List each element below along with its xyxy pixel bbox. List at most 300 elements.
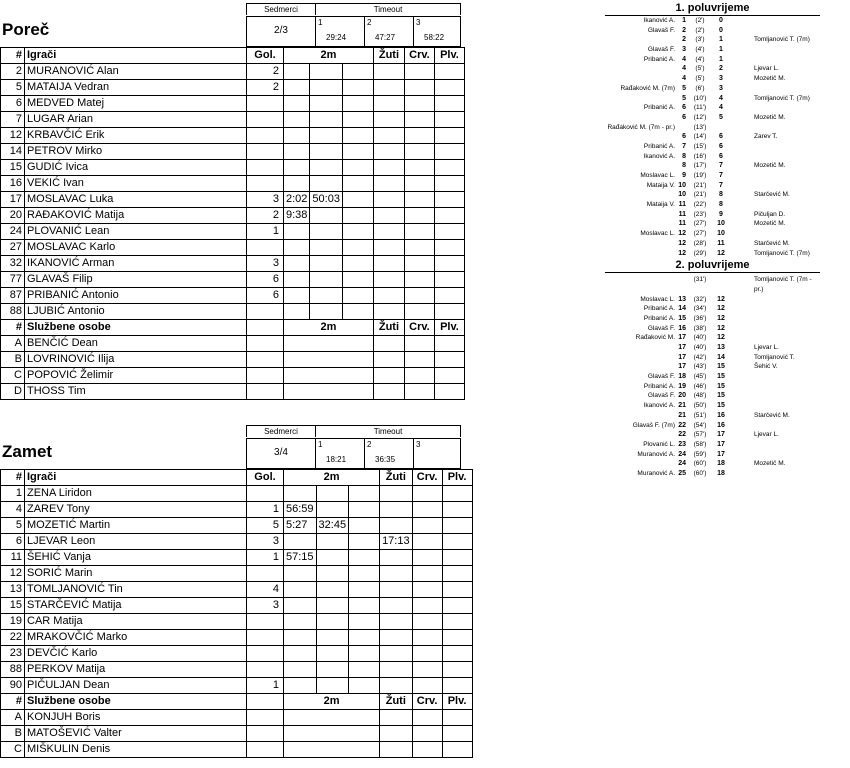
yellow-card xyxy=(380,518,413,534)
porec-score: 6 xyxy=(682,104,686,112)
porec-score: 12 xyxy=(678,230,686,238)
log-event xyxy=(605,113,820,123)
yellow-card xyxy=(380,502,413,518)
porec-scorer: Mataija V. xyxy=(646,181,675,189)
col-goals-header xyxy=(247,320,284,336)
zamet-scorer: Zarev T. xyxy=(754,133,778,141)
zamet-score: 12 xyxy=(717,305,725,313)
porec-scorer: Pribanić A. xyxy=(643,305,675,313)
porec-scorer: Rađaković M. (7m - pr.) xyxy=(607,123,675,131)
col-blue-header: Plv. xyxy=(434,48,464,64)
player-row xyxy=(1,208,465,224)
zamet-score: 8 xyxy=(719,201,723,209)
porec-score: 17 xyxy=(678,344,686,351)
official-name: LOVRINOVIĆ Ilija xyxy=(25,352,247,368)
zamet-score: 1 xyxy=(719,36,723,44)
zamet-score: 16 xyxy=(717,421,725,429)
blue-card xyxy=(442,662,472,678)
log-event xyxy=(605,459,820,469)
zamet-score: 14 xyxy=(717,353,725,361)
event-minute: (27') xyxy=(693,220,707,228)
official-letter: C xyxy=(1,368,25,384)
suspension-3 xyxy=(342,288,373,304)
suspension-3 xyxy=(349,486,380,502)
official-blue xyxy=(434,352,464,368)
timeout-number: 2 xyxy=(367,18,372,27)
porec-score: 21 xyxy=(678,402,686,410)
event-minute: (6') xyxy=(695,84,705,92)
suspension-1: 9:38 xyxy=(284,208,310,224)
col-yellow-header: Žuti xyxy=(380,470,413,486)
official-letter: C xyxy=(1,742,25,758)
log-event xyxy=(605,171,820,181)
event-minute: (51') xyxy=(693,411,707,419)
timeout-label: Timeout xyxy=(315,425,461,437)
timeout-box xyxy=(413,16,461,47)
official-2min xyxy=(284,710,380,726)
official-name: BENČIĆ Dean xyxy=(25,336,247,352)
blue-card xyxy=(442,646,472,662)
player-row xyxy=(1,550,473,566)
suspension-1 xyxy=(284,288,310,304)
log-event xyxy=(605,440,820,450)
player-row xyxy=(1,566,473,582)
event-minute: (17') xyxy=(693,162,707,170)
suspension-1 xyxy=(284,272,310,288)
player-row xyxy=(1,144,465,160)
porec-score: 9 xyxy=(682,172,686,179)
suspension-3 xyxy=(349,534,380,550)
player-goals xyxy=(247,240,284,256)
zamet-scorer: Starčević M. xyxy=(754,239,790,247)
official-letter: B xyxy=(1,726,25,742)
suspension-2 xyxy=(310,256,343,272)
zamet-score: 16 xyxy=(717,411,725,419)
player-name: RAĐAKOVIĆ Matija xyxy=(25,208,247,224)
porec-score: 4 xyxy=(682,55,686,63)
blue-card xyxy=(442,486,472,502)
player-number: 5 xyxy=(1,80,25,96)
event-minute: (16') xyxy=(693,152,707,160)
zamet-score: 17 xyxy=(717,450,725,458)
player-name: MRAKOVČIĆ Marko xyxy=(25,630,247,646)
player-goals: 1 xyxy=(247,678,284,694)
porec-score: 25 xyxy=(678,469,686,477)
event-minute: (58') xyxy=(693,440,707,448)
suspension-2 xyxy=(316,486,349,502)
log-event xyxy=(605,382,820,392)
official-goals xyxy=(247,710,284,726)
player-number: 7 xyxy=(1,112,25,128)
suspension-1 xyxy=(284,240,310,256)
timeout-number: 2 xyxy=(367,440,372,449)
red-card xyxy=(412,550,442,566)
log-event xyxy=(605,391,820,401)
player-number: 13 xyxy=(1,582,25,598)
player-goals: 6 xyxy=(247,272,284,288)
zamet-score: 3 xyxy=(719,84,723,92)
yellow-card xyxy=(380,550,413,566)
player-row xyxy=(1,256,465,272)
yellow-card xyxy=(380,630,413,646)
official-goals xyxy=(247,742,284,758)
suspension-3 xyxy=(349,502,380,518)
event-minute: (60') xyxy=(693,469,707,477)
player-name: PETROV Mirko xyxy=(25,144,247,160)
red-card xyxy=(404,96,434,112)
zamet-score: 1 xyxy=(719,46,723,54)
player-number: 20 xyxy=(1,208,25,224)
player-number: 32 xyxy=(1,256,25,272)
suspension-2 xyxy=(310,304,343,320)
team-name: Poreč xyxy=(2,20,50,39)
suspension-1: 57:15 xyxy=(284,550,317,566)
suspension-2 xyxy=(310,80,343,96)
player-row xyxy=(1,518,473,534)
red-card xyxy=(404,208,434,224)
event-minute: (4') xyxy=(695,55,705,63)
suspension-3 xyxy=(349,550,380,566)
porec-score: 24 xyxy=(678,450,686,458)
zamet-scorer: Mozetič M. xyxy=(754,460,786,468)
player-goals xyxy=(247,96,284,112)
suspension-2 xyxy=(316,550,349,566)
event-minute: (10') xyxy=(693,94,707,102)
yellow-card xyxy=(373,144,404,160)
official-red xyxy=(404,368,434,384)
timeout-time: 18:21 xyxy=(326,455,347,464)
red-card xyxy=(412,678,442,694)
event-minute: (4') xyxy=(695,46,705,54)
log-event xyxy=(605,219,820,229)
porec-score: 11 xyxy=(678,220,686,228)
player-number: 2 xyxy=(1,64,25,80)
suspension-3 xyxy=(342,192,373,208)
event-minute: (43') xyxy=(693,363,707,371)
timeout-box xyxy=(413,438,461,469)
header-row xyxy=(1,48,465,64)
player-number: 19 xyxy=(1,614,25,630)
suspension-1 xyxy=(284,662,317,678)
suspension-3 xyxy=(349,646,380,662)
red-card xyxy=(404,240,434,256)
player-row xyxy=(1,128,465,144)
player-row xyxy=(1,630,473,646)
suspension-1 xyxy=(284,256,310,272)
suspension-2 xyxy=(310,224,343,240)
player-name: PERKOV Matija xyxy=(25,662,247,678)
player-name: VEKIĆ Ivan xyxy=(25,176,247,192)
player-goals: 2 xyxy=(247,80,284,96)
red-card xyxy=(404,128,434,144)
player-number: 6 xyxy=(1,534,25,550)
event-minute: (50') xyxy=(693,402,707,410)
event-minute: (42') xyxy=(693,353,707,361)
suspension-3 xyxy=(342,304,373,320)
zamet-score: 11 xyxy=(717,239,725,247)
event-minute: (59') xyxy=(693,450,707,458)
suspension-2 xyxy=(310,208,343,224)
porec-scorer: Mataija V. xyxy=(646,201,675,209)
timeout-number: 3 xyxy=(416,18,421,27)
red-card xyxy=(404,160,434,176)
porec-score: 17 xyxy=(678,363,686,371)
zamet-scorer: Pičuljan D. xyxy=(754,210,786,218)
player-row xyxy=(1,176,465,192)
player-table xyxy=(0,47,465,400)
player-number: 77 xyxy=(1,272,25,288)
official-goals xyxy=(247,336,284,352)
log-event xyxy=(605,152,820,162)
official-name: THOSS Tim xyxy=(25,384,247,400)
log-event xyxy=(605,200,820,210)
player-goals: 3 xyxy=(247,598,284,614)
porec-scorer: Glavaš F. xyxy=(647,46,675,54)
timeout-number: 1 xyxy=(318,440,323,449)
blue-card xyxy=(434,192,464,208)
red-card xyxy=(412,518,442,534)
event-minute: (19') xyxy=(693,172,707,179)
zamet-scorer: Šehić V. xyxy=(754,363,778,371)
porec-score: 10 xyxy=(678,191,686,199)
col-players-header: Igrači xyxy=(25,470,247,486)
header-row xyxy=(1,470,473,486)
official-letter: D xyxy=(1,384,25,400)
timeout-time: 58:22 xyxy=(424,33,445,42)
log-event xyxy=(605,190,820,200)
porec-scorer: Moslavac L. xyxy=(640,295,675,303)
porec-score: 7 xyxy=(682,142,686,150)
official-goals xyxy=(247,368,284,384)
player-goals: 5 xyxy=(247,518,284,534)
log-event xyxy=(605,74,820,84)
porec-scorer: Ikanović A. xyxy=(643,17,675,24)
porec-scorer: Ikanović A. xyxy=(643,152,675,160)
log-event xyxy=(605,372,820,382)
player-number: 14 xyxy=(1,144,25,160)
player-number: 22 xyxy=(1,630,25,646)
official-yellow xyxy=(373,384,404,400)
half2-events xyxy=(605,275,820,478)
red-card xyxy=(404,224,434,240)
porec-score: 12 xyxy=(678,239,686,247)
half2-title: 2. poluvrijeme xyxy=(605,259,820,273)
goal-log xyxy=(605,2,820,479)
yellow-card xyxy=(373,272,404,288)
suspension-1 xyxy=(284,112,310,128)
suspension-1 xyxy=(284,224,310,240)
event-minute: (38') xyxy=(693,324,707,332)
yellow-card xyxy=(373,256,404,272)
player-number: 12 xyxy=(1,566,25,582)
blue-card xyxy=(434,64,464,80)
zamet-score: 7 xyxy=(719,162,723,170)
porec-score: 1 xyxy=(682,17,686,24)
event-minute: (12') xyxy=(693,113,707,121)
col-2min-header: 2m xyxy=(284,470,380,486)
blue-card xyxy=(442,502,472,518)
official-blue xyxy=(442,742,472,758)
porec-score: 22 xyxy=(678,421,686,429)
col-2min-header: 2m xyxy=(284,694,380,710)
suspension-2 xyxy=(316,598,349,614)
suspension-3 xyxy=(349,614,380,630)
zamet-score: 18 xyxy=(717,460,725,468)
player-name: MEDVED Matej xyxy=(25,96,247,112)
suspension-3 xyxy=(349,678,380,694)
porec-score: 3 xyxy=(682,46,686,54)
red-card xyxy=(404,272,434,288)
player-number: 5 xyxy=(1,518,25,534)
red-card xyxy=(412,646,442,662)
col-number-header: # xyxy=(1,470,25,486)
porec-scorer: Glavaš F. (7m) xyxy=(632,421,675,429)
log-event xyxy=(605,64,820,74)
player-goals: 6 xyxy=(247,288,284,304)
porec-score: 8 xyxy=(682,152,686,160)
log-event xyxy=(605,353,820,363)
official-name: KONJUH Boris xyxy=(25,710,247,726)
zamet-score: 0 xyxy=(719,26,723,34)
blue-card xyxy=(442,534,472,550)
suspension-3 xyxy=(342,240,373,256)
event-minute: (3') xyxy=(695,36,705,44)
event-minute: (23') xyxy=(693,210,707,218)
official-yellow xyxy=(373,336,404,352)
official-red xyxy=(412,710,442,726)
zamet-score: 17 xyxy=(717,431,725,439)
porec-score: 19 xyxy=(678,382,686,390)
log-event xyxy=(605,304,820,314)
zamet-score: 5 xyxy=(719,113,723,121)
suspension-3 xyxy=(349,518,380,534)
player-goals xyxy=(247,112,284,128)
red-card xyxy=(404,192,434,208)
player-goals xyxy=(247,486,284,502)
suspension-1 xyxy=(284,64,310,80)
timeout-time: 36:35 xyxy=(375,455,396,464)
red-card xyxy=(412,662,442,678)
event-minute: (21') xyxy=(693,181,707,189)
zamet-score: 12 xyxy=(717,295,725,303)
yellow-card: 17:13 xyxy=(380,534,413,550)
red-card xyxy=(412,486,442,502)
porec-score: 11 xyxy=(678,210,686,218)
header-labels xyxy=(0,3,465,16)
zamet-scorer: Ljevar L. xyxy=(754,65,779,73)
blue-card xyxy=(434,96,464,112)
porec-scorer: Pribanić A. xyxy=(643,314,675,322)
suspension-3 xyxy=(342,80,373,96)
player-name: LJEVAR Leon xyxy=(25,534,247,550)
blue-card xyxy=(434,256,464,272)
player-row xyxy=(1,112,465,128)
suspension-3 xyxy=(349,566,380,582)
suspension-1 xyxy=(284,486,317,502)
log-event xyxy=(605,239,820,249)
log-event xyxy=(605,229,820,239)
player-goals xyxy=(247,646,284,662)
official-blue xyxy=(442,726,472,742)
suspension-1: 5:27 xyxy=(284,518,317,534)
player-name: GLAVAŠ Filip xyxy=(25,272,247,288)
suspension-3 xyxy=(342,272,373,288)
porec-scorer: Glavaš F. xyxy=(647,26,675,34)
official-row xyxy=(1,384,465,400)
player-row xyxy=(1,288,465,304)
log-event xyxy=(605,430,820,440)
player-name: LUGAR Arian xyxy=(25,112,247,128)
event-minute: (57') xyxy=(693,431,707,439)
log-event xyxy=(605,421,820,431)
timeout-time: 29:24 xyxy=(326,33,347,42)
player-name: IKANOVIĆ Arman xyxy=(25,256,247,272)
col-officials-header: Službene osobe xyxy=(25,694,247,710)
yellow-card xyxy=(373,224,404,240)
porec-score: 13 xyxy=(678,295,686,303)
player-number: 12 xyxy=(1,128,25,144)
player-goals: 3 xyxy=(247,192,284,208)
player-row xyxy=(1,678,473,694)
porec-scorer: Rađaković M. xyxy=(635,334,675,342)
official-red xyxy=(412,742,442,758)
event-minute: (40') xyxy=(693,334,707,342)
zamet-scorer: Tomljanović T. (7m) xyxy=(754,94,810,102)
player-row xyxy=(1,304,465,320)
zamet-score: 9 xyxy=(719,210,723,218)
suspension-2 xyxy=(310,64,343,80)
blue-card xyxy=(434,224,464,240)
red-card xyxy=(404,256,434,272)
zamet-score: 15 xyxy=(717,373,725,381)
red-card xyxy=(404,64,434,80)
red-card xyxy=(412,630,442,646)
col-goals-header: Gol. xyxy=(247,48,284,64)
porec-scorer: Pribanić A. xyxy=(643,382,675,390)
event-minute: (5') xyxy=(695,65,705,73)
porec-scorer: Ikanović A. xyxy=(643,402,675,410)
log-event xyxy=(605,55,820,65)
zamet-score: 12 xyxy=(717,334,725,342)
log-event xyxy=(605,45,820,55)
log-event xyxy=(605,181,820,191)
col-2min-header: 2m xyxy=(284,320,374,336)
suspension-1 xyxy=(284,304,310,320)
log-event xyxy=(605,295,820,305)
porec-scorer: Muranović A. xyxy=(637,450,675,458)
suspension-3 xyxy=(342,176,373,192)
blue-card xyxy=(442,582,472,598)
player-goals xyxy=(247,144,284,160)
red-card xyxy=(412,534,442,550)
timeout-label: Timeout xyxy=(315,3,461,15)
player-row xyxy=(1,662,473,678)
suspension-3 xyxy=(342,96,373,112)
player-row xyxy=(1,534,473,550)
player-goals: 1 xyxy=(247,550,284,566)
col-yellow-header: Žuti xyxy=(380,694,413,710)
zamet-scorer: Mozetič M. xyxy=(754,162,786,170)
porec-score: 2 xyxy=(682,36,686,44)
porec-scorer: Plovanić L. xyxy=(643,440,675,448)
zamet-scorer: Ljevar L. xyxy=(754,431,779,439)
log-event xyxy=(605,285,820,295)
porec-score: 24 xyxy=(678,460,686,468)
suspension-1: 2:02 xyxy=(284,192,310,208)
player-number: 90 xyxy=(1,678,25,694)
blue-card xyxy=(434,112,464,128)
yellow-card xyxy=(373,240,404,256)
